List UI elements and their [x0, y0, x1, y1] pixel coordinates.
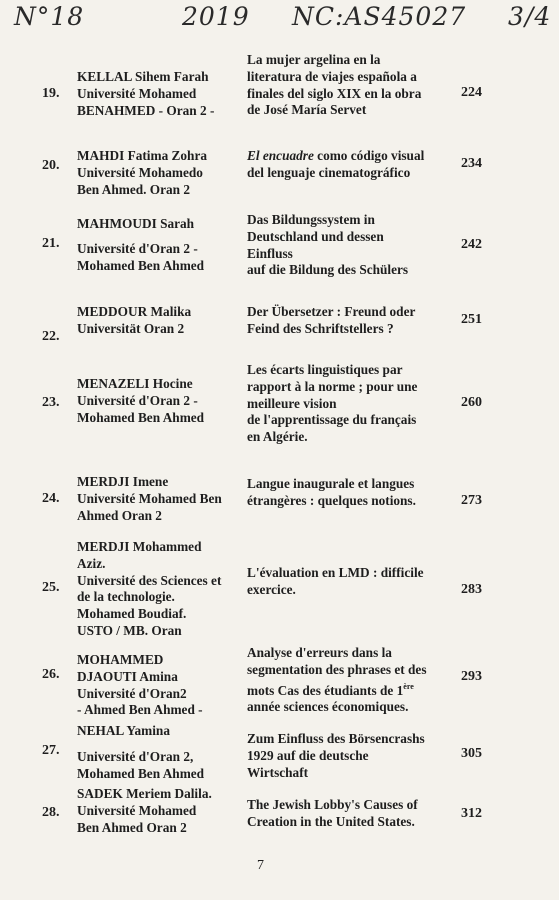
handwritten-year: 2019 [182, 2, 250, 31]
entry-author: MERDJI Imene Université Mohamed Ben Ahmed Oran 2 [77, 474, 222, 523]
entry-author: MERDJI Mohammed Aziz. Université des Sciences et de la technologie. Mohamed Boudiaf. USTO / MB. Oran [77, 539, 222, 638]
entry-number: 20. [42, 158, 60, 173]
entry-number: 22. [42, 329, 60, 344]
entry-number: 23. [42, 395, 60, 410]
entry-title: Les écarts linguistiques par rapport à la norme ; pour une meilleure vision de l'apprentissage du français en Algérie. [247, 362, 418, 445]
entry-page: 260 [461, 395, 482, 410]
entry-title: The Jewish Lobby's Causes of Creation in the United States. [247, 797, 418, 829]
entry-author: MOHAMMED DJAOUTI Amina Université d'Oran2 - Ahmed Ben Ahmed - [77, 652, 203, 718]
entry-page: 283 [461, 582, 482, 597]
entry-title: El encuadre como código visual del lenguaje cinematográfico [247, 148, 425, 180]
entry-number: 24. [42, 491, 60, 506]
entry-page: 312 [461, 806, 482, 821]
entry-number: 19. [42, 86, 60, 101]
entry-title: La mujer argelina en la literatura de viajes española a finales del siglo XIX en la obra de José María Servet [247, 52, 422, 118]
page-number: 7 [257, 858, 264, 873]
entry-author: MAHMOUDI Sarah Université d'Oran 2 - Mohamed Ben Ahmed [77, 216, 205, 273]
entry-author: KELLAL Sihem Farah Université Mohamed BENAHMED - Oran 2 - [77, 69, 215, 118]
entry-number: 27. [42, 743, 60, 758]
handwritten-fraction: 3/4 [508, 2, 552, 31]
entry-author: MEDDOUR Malika Universität Oran 2 [77, 304, 192, 336]
entry-page: 234 [461, 156, 482, 171]
entry-number: 26. [42, 667, 60, 682]
entry-page: 224 [461, 85, 482, 100]
entry-title: Der Übersetzer : Freund oder Feind des Schriftstellers ? [247, 304, 416, 336]
entry-author: NEHAL Yamina Université d'Oran 2, Mohamed Ben Ahmed [77, 723, 205, 781]
entry-number: 28. [42, 805, 60, 820]
handwritten-code: NC:AS45027 [292, 2, 467, 31]
handwritten-number: N°18 [14, 2, 85, 31]
entry-title: L'évaluation en LMD : difficile exercice. [247, 565, 424, 597]
entry-title: Langue inaugurale et langues étrangères : quelques notions. [247, 476, 416, 508]
entry-number: 25. [42, 580, 60, 595]
entry-author: SADEK Meriem Dalila. Université Mohamed Ben Ahmed Oran 2 [77, 786, 212, 835]
entry-page: 242 [461, 237, 482, 252]
entry-page: 251 [461, 312, 482, 327]
entry-author: MENAZELI Hocine Université d'Oran 2 - Mohamed Ben Ahmed [77, 376, 205, 425]
entry-page: 273 [461, 493, 482, 508]
entry-title: Analyse d'erreurs dans la segmentation des phrases et des mots Cas des étudiants de 1ère année sciences économiques. [247, 645, 427, 715]
entry-number: 21. [42, 236, 60, 251]
entry-title: Zum Einfluss des Börsencrashs 1929 auf die deutsche Wirtschaft [247, 731, 425, 780]
entry-page: 293 [461, 669, 482, 684]
entry-author: MAHDI Fatima Zohra Université Mohamedo Ben Ahmed. Oran 2 [77, 148, 208, 197]
entry-title: Das Bildungssystem in Deutschland und dessen Einfluss auf die Bildung des Schülers [247, 212, 409, 278]
entry-page: 305 [461, 746, 482, 761]
